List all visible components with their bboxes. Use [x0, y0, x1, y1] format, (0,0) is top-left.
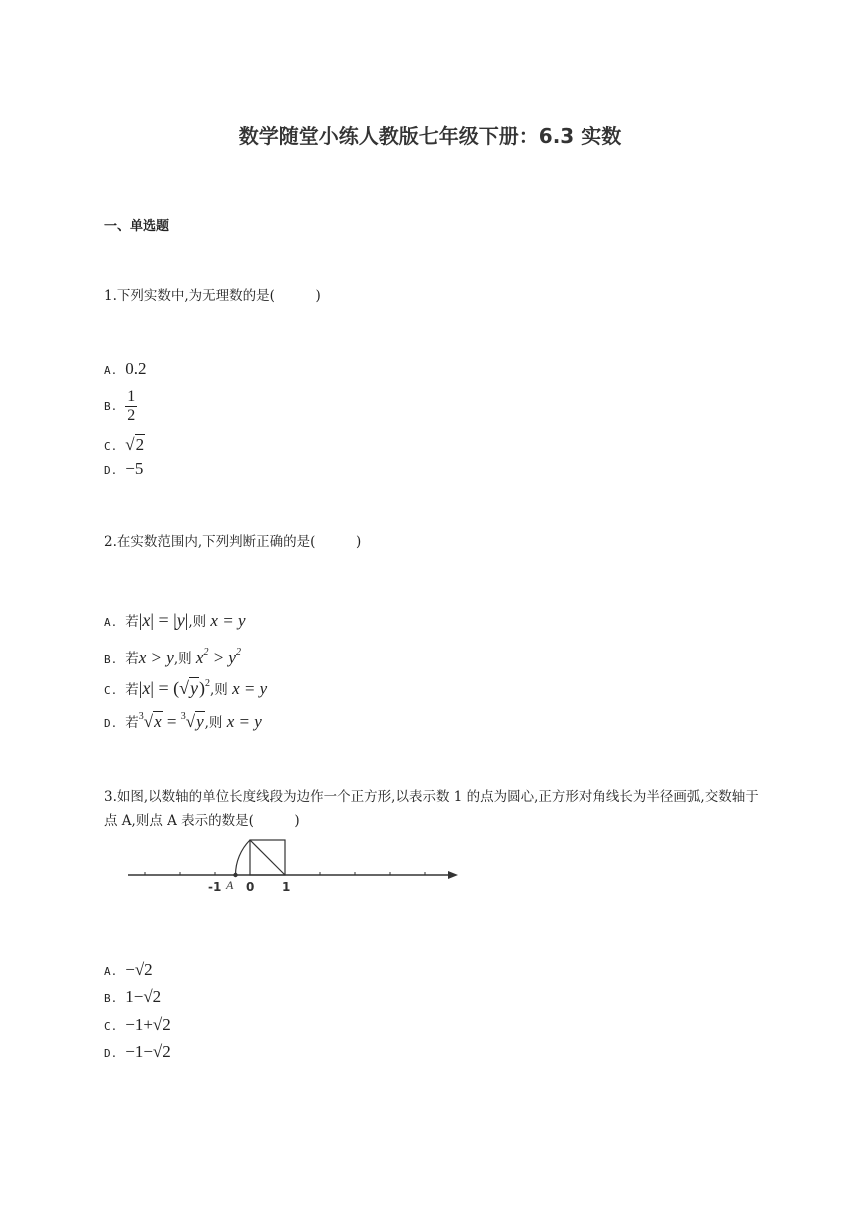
tick-label-neg1: -1	[208, 880, 222, 894]
number-line-figure	[120, 828, 465, 898]
option-label: B.	[104, 653, 118, 666]
arc	[236, 840, 251, 875]
option-value: −5	[125, 459, 144, 478]
option-label: B.	[104, 400, 118, 413]
radical-sign: √	[125, 435, 135, 454]
fraction	[125, 388, 137, 425]
q2-option-a[interactable]	[104, 608, 245, 632]
option-mid: ,则	[210, 682, 228, 698]
point-a-label: A	[226, 878, 234, 892]
option-value: −√2	[125, 960, 153, 979]
q3-option-b[interactable]	[104, 985, 161, 1009]
option-conclusion: x = y	[226, 712, 262, 731]
option-label: A.	[104, 364, 118, 377]
option-mid: ,则	[188, 614, 207, 630]
option-label: C.	[104, 1020, 118, 1033]
question-3-stem: 3.如图,以数轴的单位长度线段为边作一个正方形,以表示数 1 的点为圆心,正方形对角线长为半径画弧,交数轴于点 A,则点 A 表示的数是( )	[104, 789, 759, 829]
q1-option-c[interactable]	[104, 433, 145, 457]
squared-inequality: $x^2 > y^2$	[195, 647, 241, 667]
q3-option-d[interactable]	[104, 1040, 171, 1064]
abs-expression: |x| = |y|	[138, 610, 189, 630]
tick-label-0: 0	[246, 880, 255, 894]
option-conclusion: x = y	[210, 611, 246, 630]
option-label: D.	[104, 717, 118, 730]
square-diagonal	[250, 840, 285, 875]
option-label: A.	[104, 965, 118, 978]
option-mid: ,则	[173, 651, 192, 667]
option-label: C.	[104, 440, 118, 453]
option-mid: ,则	[204, 715, 223, 731]
inequality-expression: x > y	[138, 648, 174, 667]
option-value: 1−√2	[125, 987, 162, 1006]
option-value: −1−√2	[125, 1042, 171, 1061]
radicand: 2	[135, 435, 145, 454]
option-prefix: 若	[125, 715, 139, 731]
cube-root-expression: $^3$√x = $^3$√y	[138, 711, 204, 731]
q1-option-a[interactable]	[104, 357, 147, 381]
option-value: −1+√2	[125, 1015, 171, 1034]
option-label: C.	[104, 684, 118, 697]
axis-arrow	[448, 871, 458, 879]
question-1-stem: 1.下列实数中,为无理数的是( )	[104, 288, 321, 304]
q2-option-c[interactable]	[104, 672, 267, 696]
q2-option-b[interactable]	[104, 641, 241, 665]
option-prefix: 若	[125, 651, 139, 667]
option-value: 0.2	[125, 359, 147, 378]
q3-option-c[interactable]	[104, 1013, 171, 1037]
option-prefix: 若	[125, 614, 139, 630]
option-label: D.	[104, 464, 118, 477]
q3-option-a[interactable]	[104, 958, 153, 982]
q1-option-d[interactable]	[104, 457, 143, 481]
q1-option-b[interactable]	[104, 388, 137, 428]
question-2-stem: 2.在实数范围内,下列判断正确的是( )	[104, 534, 362, 550]
option-label: D.	[104, 1047, 118, 1060]
tick-label-1: 1	[282, 880, 291, 894]
fraction-numerator: 1	[127, 388, 136, 405]
fraction-denominator: 2	[127, 407, 136, 424]
option-conclusion: x = y	[232, 679, 268, 698]
point-a-dot	[233, 873, 237, 877]
page-title: 数学随堂小练人教版七年级下册：6.3 实数	[238, 124, 622, 148]
abs-sqrt-expression: $|x| = (√y)^2$	[138, 678, 210, 698]
q2-option-d[interactable]	[104, 705, 262, 729]
option-prefix: 若	[125, 682, 139, 698]
option-label: B.	[104, 992, 118, 1005]
section-heading: 一、单选题	[104, 219, 170, 234]
option-label: A.	[104, 616, 118, 629]
